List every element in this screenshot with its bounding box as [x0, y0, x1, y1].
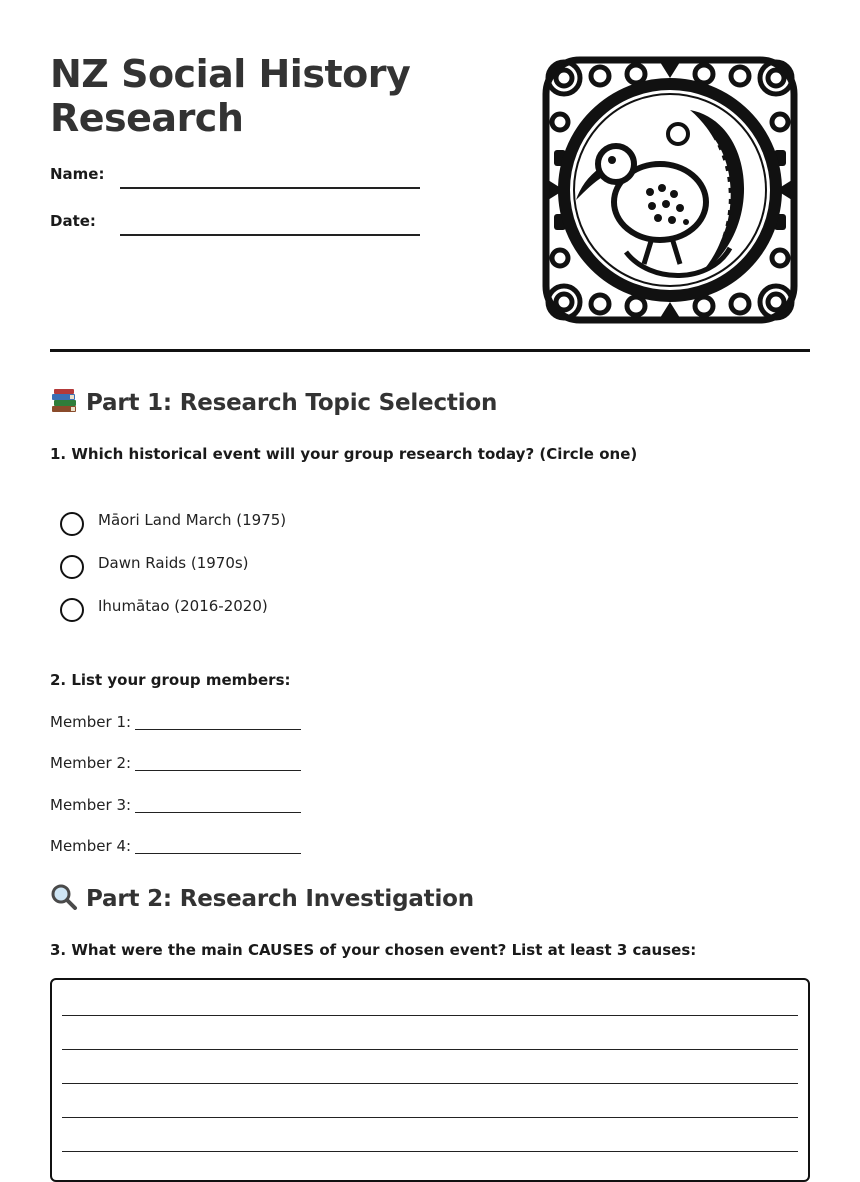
worksheet-page	[50, 0, 810, 1161]
page-title: NZ Social History Research	[50, 52, 411, 140]
books-icon	[50, 388, 78, 414]
member-4-field[interactable]	[135, 853, 301, 854]
part1-title-text: Part 1: Research Topic Selection	[86, 390, 498, 416]
question-2: 2. List your group members:	[50, 671, 291, 689]
option-label: Māori Land March (1975)	[98, 511, 287, 529]
question-1: 1. Which historical event will your group research today? (Circle one)	[50, 445, 638, 463]
part1-title	[50, 388, 497, 416]
member-1-row[interactable]	[50, 713, 301, 731]
kiwi-bird-emblem-icon	[540, 52, 800, 328]
option-label: Ihumātao (2016-2020)	[98, 597, 268, 615]
radio-maori-land-march[interactable]	[60, 512, 84, 536]
member-3-label: Member 3:	[50, 796, 132, 814]
member-4-label: Member 4:	[50, 837, 132, 855]
answer-line	[62, 1049, 798, 1050]
radio-ihumatao[interactable]	[60, 598, 84, 622]
member-4-row[interactable]	[50, 837, 301, 855]
member-1-label: Member 1:	[50, 713, 132, 731]
date-label: Date:	[50, 212, 96, 230]
member-3-field[interactable]	[135, 812, 301, 813]
date-field[interactable]	[120, 234, 420, 236]
name-label: Name:	[50, 165, 105, 183]
member-2-field[interactable]	[135, 770, 301, 771]
member-2-row[interactable]	[50, 754, 301, 772]
magnifier-icon	[50, 884, 78, 910]
answer-line	[62, 1151, 798, 1152]
option-label: Dawn Raids (1970s)	[98, 554, 249, 572]
causes-answer-box[interactable]	[50, 978, 810, 1182]
member-2-label: Member 2:	[50, 754, 132, 772]
answer-line	[62, 1083, 798, 1084]
answer-line	[62, 1015, 798, 1016]
name-field[interactable]	[120, 187, 420, 189]
member-1-field[interactable]	[135, 729, 301, 730]
answer-line	[62, 1117, 798, 1118]
member-3-row[interactable]	[50, 796, 301, 814]
radio-dawn-raids[interactable]	[60, 555, 84, 579]
header-divider	[50, 349, 810, 352]
question-3: 3. What were the main CAUSES of your chosen event? List at least 3 causes:	[50, 941, 697, 959]
part2-title	[50, 884, 474, 912]
part2-title-text: Part 2: Research Investigation	[86, 886, 474, 912]
